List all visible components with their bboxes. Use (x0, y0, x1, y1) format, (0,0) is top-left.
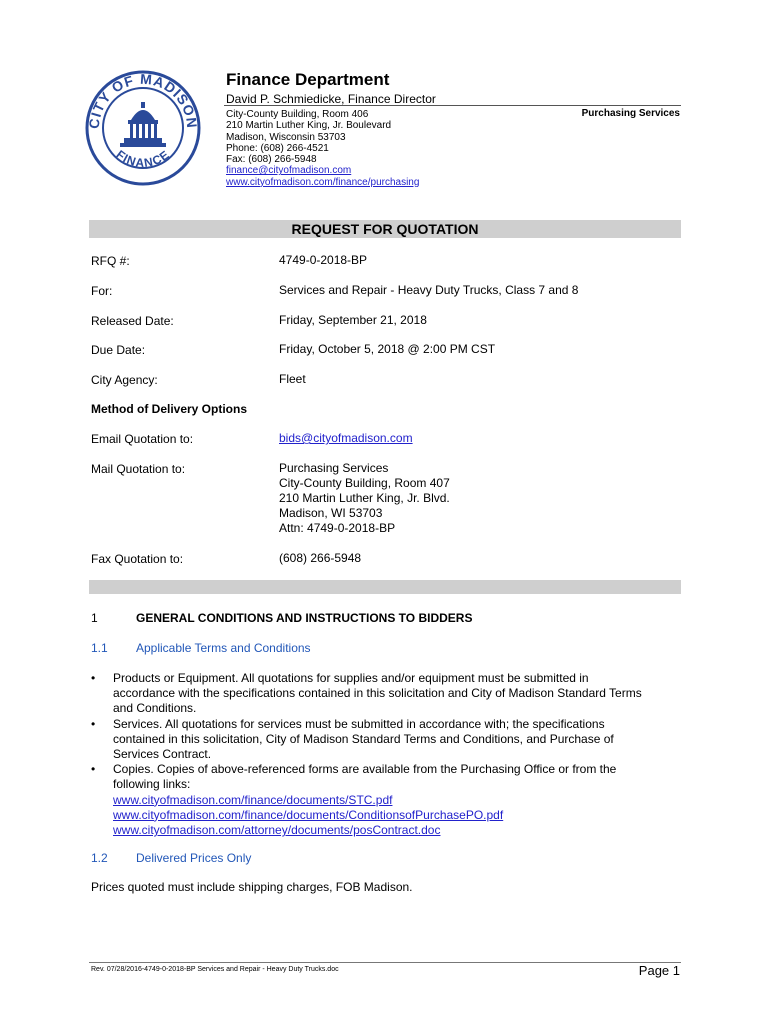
mail-address-block (279, 461, 450, 536)
address-line: City-County Building, Room 406 (226, 109, 369, 120)
footer-doc-info: Rev. 07/28/2016-4749-0-2018-BP Services and Repair - Heavy Duty Trucks.doc (91, 966, 339, 973)
subsection-number: 1.2 (91, 851, 108, 865)
section-heading: GENERAL CONDITIONS AND INSTRUCTIONS TO BIDDERS (136, 611, 473, 625)
for-value: Services and Repair - Heavy Duty Trucks, Class 7 and 8 (279, 283, 579, 297)
subsection-heading: Delivered Prices Only (136, 851, 252, 865)
rfq-value: 4749-0-2018-BP (279, 253, 368, 267)
svg-text:FINANCE (114, 147, 173, 170)
subsection-heading: Applicable Terms and Conditions (136, 641, 311, 655)
email-quotation-label: Email Quotation to: (91, 432, 194, 446)
bullet-content (113, 762, 651, 838)
rfq-label: RFQ #: (91, 254, 130, 268)
list-item (91, 671, 651, 717)
bullet-text: Products or Equipment. All quotations for supplies and/or equipment must be submitted in accordance with the specifications contained in this solicitation and City of Madison Standard Terms and Conditions. (113, 671, 642, 716)
subsection-number: 1.1 (91, 641, 108, 655)
bullet-text: Copies. Copies of above-referenced forms are available from the Purchasing Office or from the following links: (113, 762, 617, 792)
conditions-pdf-link[interactable]: www.cityofmadison.com/finance/documents/ConditionsofPurchasePO.pdf (113, 807, 504, 822)
mail-address-line: Attn: 4749-0-2018-BP (279, 521, 396, 535)
pos-contract-link[interactable]: www.cityofmadison.com/attorney/documents/posContract.doc (113, 823, 441, 838)
bullet-icon: • (91, 762, 96, 777)
address-block (226, 109, 419, 188)
mail-quotation-label: Mail Quotation to: (91, 462, 186, 476)
bullet-icon: • (91, 671, 96, 685)
stc-pdf-link[interactable]: www.cityofmadison.com/finance/documents/STC.pdf (113, 792, 393, 807)
seal-text-top: CITY OF MADISON (85, 70, 201, 130)
mail-address-line: 210 Martin Luther King, Jr. Blvd. (279, 491, 450, 505)
section-number: 1 (91, 611, 98, 625)
department-title: Finance Department (226, 70, 390, 89)
delivery-heading: Method of Delivery Options (91, 402, 248, 416)
email-link[interactable]: finance@cityofmadison.com (226, 165, 352, 177)
delivered-prices-text: Prices quoted must include shipping charges, FOB Madison. (91, 880, 413, 894)
bullet-text: Services. All quotations for services must be submitted in accordance with; the specifications contained in this solicitation, City of Madison Standard Terms and Conditions, and Purchase of Services Contract. (113, 716, 614, 762)
address-line: 210 Martin Luther King, Jr. Boulevard (226, 120, 392, 132)
page-number: Page 1 (638, 963, 680, 978)
agency-value: Fleet (279, 372, 306, 386)
due-value: Friday, October 5, 2018 @ 2:00 PM CST (279, 342, 496, 356)
mail-address-line: Purchasing Services (279, 461, 389, 475)
footer-divider (89, 962, 681, 963)
fax-line: Fax: (608) 266-5948 (226, 154, 317, 166)
website-link[interactable]: www.cityofmadison.com/finance/purchasing (226, 176, 420, 188)
director-name: David P. Schmiedicke, Finance Director (226, 92, 436, 106)
released-label: Released Date: (91, 314, 174, 328)
section-divider-bar (89, 580, 681, 594)
terms-bullet-list (91, 671, 651, 838)
document-title: REQUEST FOR QUOTATION (291, 221, 479, 237)
for-label: For: (91, 284, 113, 298)
mail-address-line: Madison, WI 53703 (279, 506, 383, 520)
agency-label: City Agency: (91, 373, 158, 387)
fax-quotation-label: Fax Quotation to: (91, 552, 184, 566)
due-label: Due Date: (91, 343, 146, 357)
division-name: Purchasing Services (581, 108, 680, 119)
mail-address-line: City-County Building, Room 407 (279, 476, 450, 490)
header-divider (224, 105, 681, 106)
address-line: Madison, Wisconsin 53703 (226, 131, 346, 143)
city-seal-logo (84, 64, 202, 192)
phone-line: Phone: (608) 266-4521 (226, 142, 329, 154)
bullet-icon: • (91, 716, 96, 731)
released-value: Friday, September 21, 2018 (279, 313, 427, 327)
seal-text-bottom: FINANCE (113, 147, 173, 171)
list-item (91, 717, 651, 763)
bids-email-link[interactable]: bids@cityofmadison.com (279, 431, 413, 445)
fax-quotation-value: (608) 266-5948 (279, 551, 362, 565)
list-item (91, 762, 651, 838)
